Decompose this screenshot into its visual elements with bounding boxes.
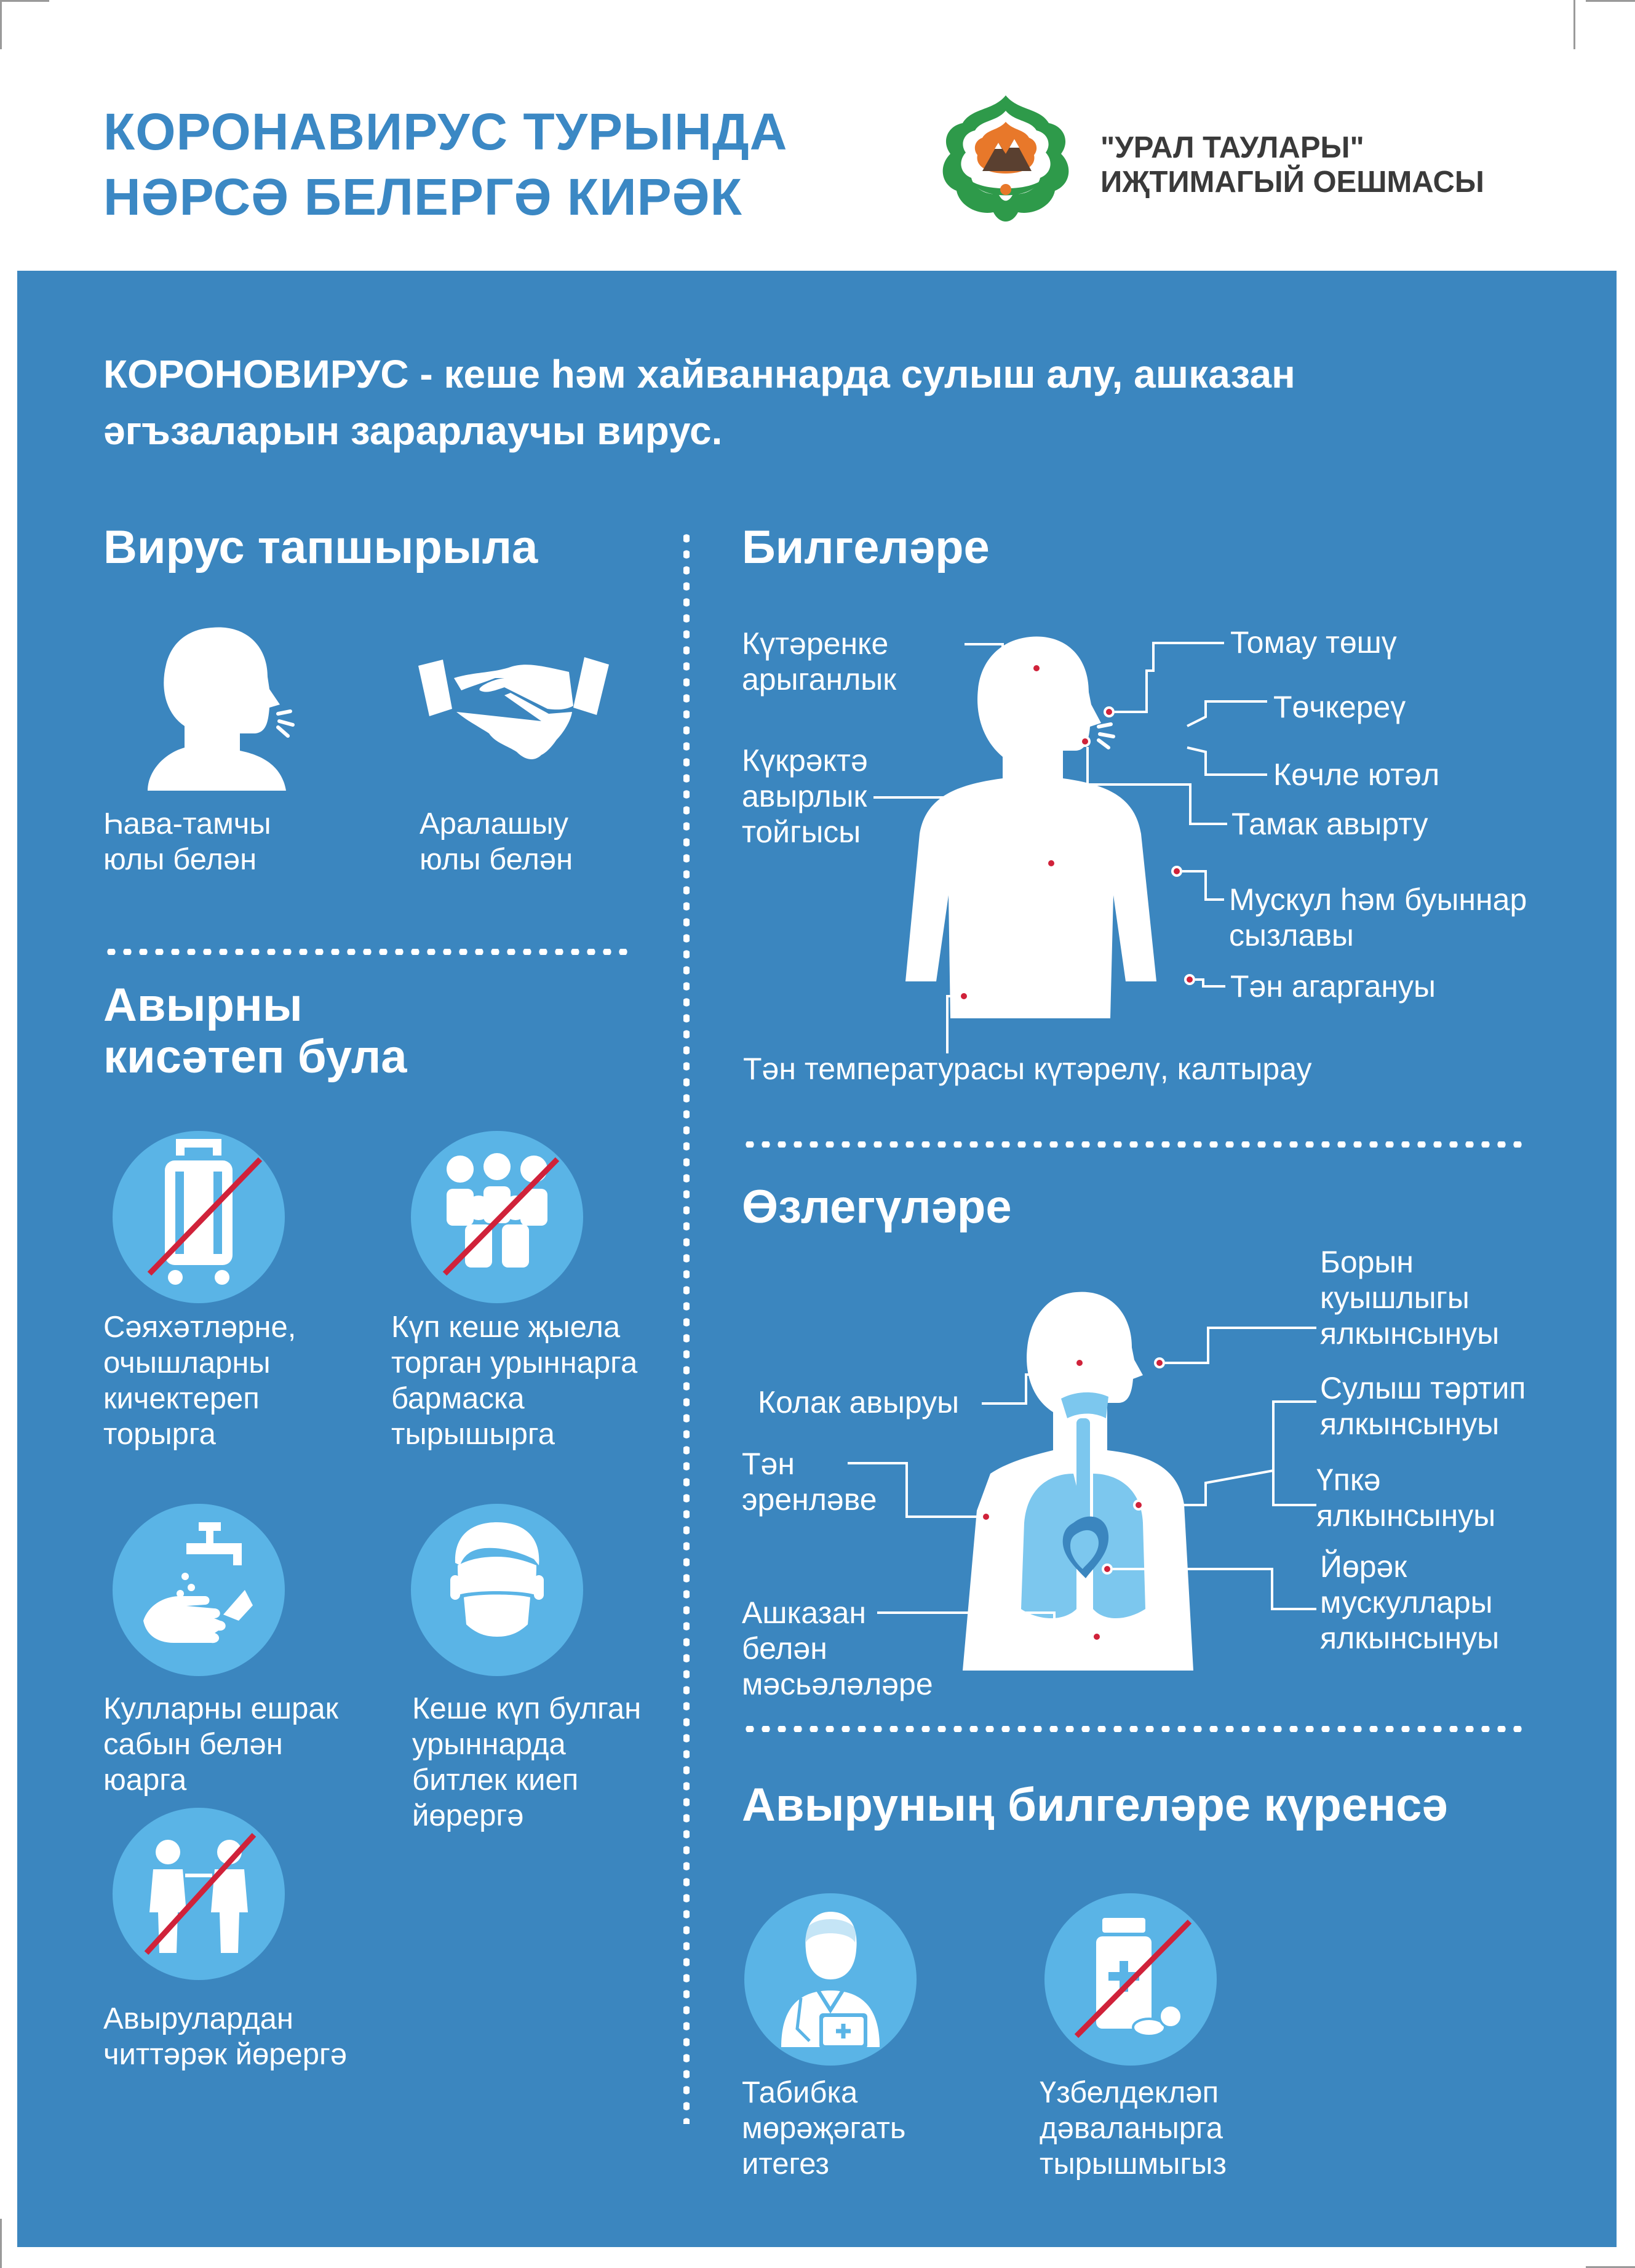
symptom-label: Тән агаргануы: [1230, 969, 1436, 1004]
section-title-transmission: Вирус тапшырыла: [103, 521, 538, 573]
symptom-label: Көчле ютәл: [1273, 757, 1440, 792]
page-title-line: НӘРСӘ БЕЛЕРГӘ КИРӘК: [103, 168, 742, 226]
caption-line: Сәяхәтләрне,: [103, 1311, 296, 1344]
caption-line: бармаска: [391, 1382, 525, 1415]
caption-line: торырга: [103, 1418, 216, 1451]
label-line: тойгысы: [742, 815, 861, 849]
caption-line: Авырулардан: [103, 2002, 293, 2035]
section-title-complications: Өзлегүләре: [742, 1181, 1012, 1233]
caption-line: дәваланырга: [1040, 2112, 1223, 2145]
complication-label: [742, 1595, 1000, 1702]
caption-line: юлы белән: [420, 843, 573, 876]
label-line: Мускул һәм буыннар: [1229, 882, 1527, 917]
label-line: куышлыгы: [1320, 1280, 1470, 1315]
label-line: ялкынсынуы: [1316, 1498, 1496, 1533]
label-line: белән: [742, 1631, 827, 1666]
section-title-if-sick: Авыруның билгеләре күренсә: [742, 1779, 1448, 1831]
section-title-symptoms: Билгеләре: [742, 521, 990, 573]
caption-line: Күп кеше җыела: [391, 1311, 621, 1344]
caption-line: юарга: [103, 1763, 187, 1797]
label-line: Борын: [1320, 1245, 1414, 1279]
caption-line: мөрәҗәгать: [742, 2112, 906, 2145]
if-sick-caption: [1040, 2075, 1316, 2182]
caption-line: тырышмыгыз: [1040, 2147, 1227, 2181]
section-divider: [742, 1726, 1529, 1732]
label-line: ялкынсынуы: [1320, 1621, 1500, 1655]
complication-label: [742, 1446, 926, 1517]
label-line: мәсьәләләре: [742, 1667, 933, 1701]
complication-label: [1320, 1370, 1597, 1442]
label-line: эренләве: [742, 1482, 877, 1517]
label-line: Күкрәктә: [742, 743, 868, 778]
label-line: арыганлык: [742, 662, 897, 697]
label-line: Сулыш тәртип: [1320, 1371, 1526, 1405]
label-line: ялкынсынуы: [1320, 1407, 1500, 1441]
symptom-label: Төчкереү: [1273, 690, 1406, 724]
caption-line: юлы белән: [103, 843, 257, 876]
symptom-label: Томау төшү: [1230, 625, 1397, 660]
organization-name-line: ИҖТИМАГЫЙ ОЕШМАСЫ: [1100, 166, 1484, 199]
caption-line: сабын белән: [103, 1728, 283, 1761]
complication-label: Колак авыруы: [758, 1385, 960, 1419]
caption-line: Үзбелдекләп: [1040, 2076, 1219, 2109]
caption-line: Кулларны ешрак: [103, 1692, 339, 1725]
caption-line: читтәрәк йөрергә: [103, 2038, 348, 2071]
symptom-label: Тән температурасы күтәрелү, калтырау: [743, 1052, 1312, 1086]
symptom-label: Тамак авырту: [1231, 807, 1428, 841]
label-line: сызлавы: [1229, 918, 1354, 952]
caption-line: кичектереп: [103, 1382, 260, 1415]
label-line: авырлык: [742, 779, 867, 813]
organization-name-line: "УРАЛ ТАУЛАРЫ": [1100, 131, 1364, 164]
label-line: ялкынсынуы: [1320, 1316, 1500, 1351]
caption-line: Кеше күп булган: [412, 1692, 642, 1725]
page-title-line: КОРОНАВИРУС ТУРЫНДА: [103, 103, 788, 161]
caption-line: тырышырга: [391, 1418, 555, 1451]
caption-line: йөрергә: [412, 1799, 524, 1832]
caption-line: очышларны: [103, 1346, 271, 1380]
label-line: Ашказан: [742, 1595, 867, 1630]
label-line: мускуллары: [1320, 1585, 1493, 1619]
caption-line: итегез: [742, 2147, 829, 2181]
label-line: Тән: [742, 1447, 795, 1481]
label-line: Йөрәк: [1320, 1549, 1407, 1584]
caption-line: битлек киеп: [412, 1763, 579, 1797]
caption-line: Табибка: [742, 2076, 858, 2109]
section-title-line: Авырны: [103, 979, 303, 1031]
caption-line: Һава-тамчы: [103, 807, 271, 841]
section-title-line: кисәтеп була: [103, 1031, 407, 1083]
label-line: Үпкә: [1316, 1463, 1381, 1497]
caption-line: урыннарда: [412, 1728, 566, 1761]
intro-line: әгъзаларын зарарлаучы вирус.: [103, 409, 723, 453]
label-line: Күтәренке: [742, 626, 889, 661]
caption-line: Аралашыу: [420, 807, 569, 841]
complication-label: [1320, 1244, 1578, 1351]
doctor-icon: [744, 1893, 917, 2066]
medicine-crossed-icon: [1044, 1893, 1217, 2066]
complication-label: [1316, 1462, 1575, 1533]
intro-line: КОРОНОВИРУС - кеше һәм хайваннарда сулыш алу, ашказан: [103, 352, 1295, 396]
if-sick-caption: [742, 2075, 1000, 2182]
complication-label: [1320, 1549, 1578, 1656]
caption-line: торган урыннарга: [391, 1346, 638, 1380]
